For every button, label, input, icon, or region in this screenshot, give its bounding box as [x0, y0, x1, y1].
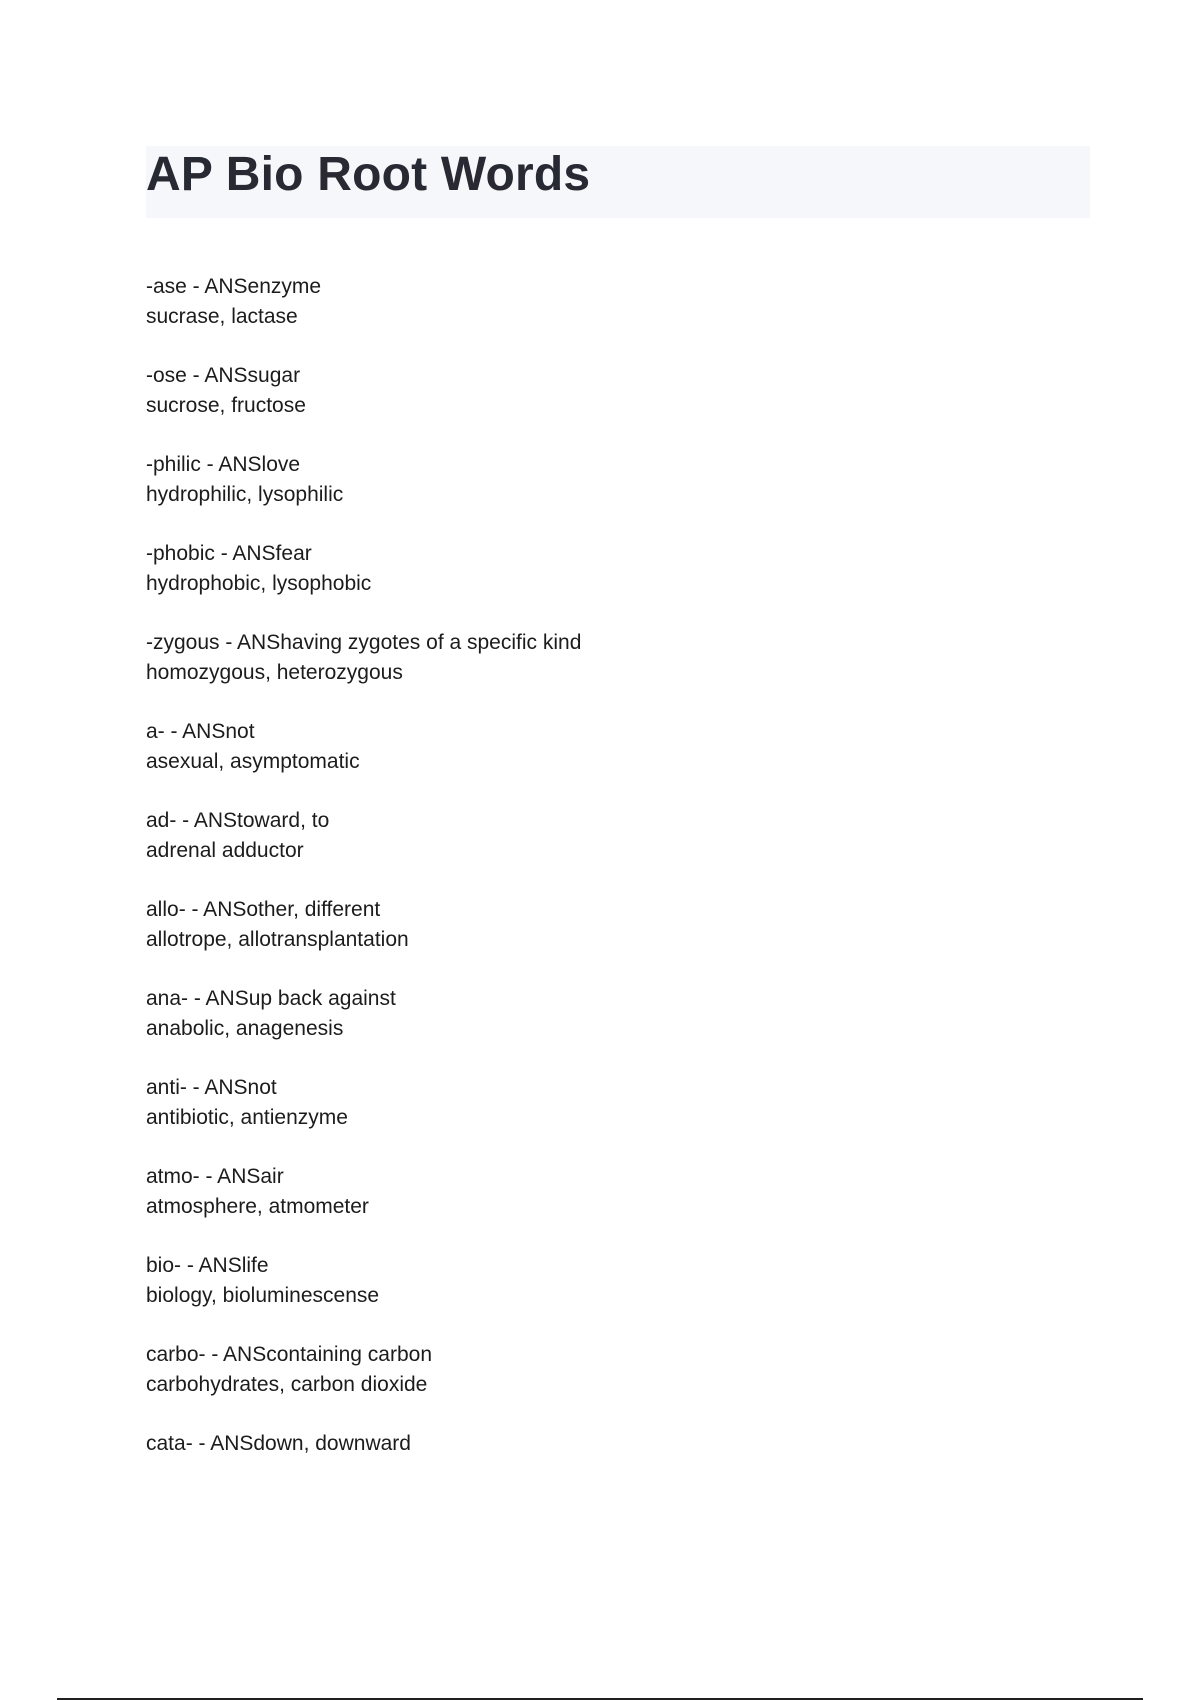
- list-item: [146, 1429, 1090, 1518]
- root-word-definition: allo- - ANSother, different: [146, 898, 381, 921]
- root-word-examples: homozygous, heterozygous: [146, 661, 403, 684]
- list-item: [146, 984, 1090, 1073]
- list-item: [146, 272, 1090, 361]
- root-word-examples: biology, bioluminescense: [146, 1284, 380, 1307]
- list-item: [146, 806, 1090, 895]
- root-word-definition: ana- - ANSup back against: [146, 987, 396, 1010]
- root-word-examples: sucrose, fructose: [146, 394, 306, 417]
- root-word-examples: hydrophobic, lysophobic: [146, 572, 372, 595]
- root-word-examples: hydrophilic, lysophilic: [146, 483, 344, 506]
- root-word-definition: anti- - ANSnot: [146, 1076, 277, 1099]
- root-word-definition: a- - ANSnot: [146, 720, 255, 743]
- root-word-examples: adrenal adductor: [146, 839, 304, 862]
- list-item: [146, 1073, 1090, 1162]
- root-word-definition: -philic - ANSlove: [146, 453, 301, 476]
- root-word-definition: atmo- - ANSair: [146, 1165, 284, 1188]
- root-word-examples: sucrase, lactase: [146, 305, 298, 328]
- root-word-examples: antibiotic, antienzyme: [146, 1106, 348, 1129]
- root-word-examples: allotrope, allotransplantation: [146, 928, 409, 951]
- root-word-examples: atmosphere, atmometer: [146, 1195, 369, 1218]
- list-item: [146, 1162, 1090, 1251]
- root-word-definition: cata- - ANSdown, downward: [146, 1432, 411, 1455]
- page-title: AP Bio Root Words: [146, 148, 591, 201]
- list-item: [146, 717, 1090, 806]
- root-word-definition: bio- - ANSlife: [146, 1254, 269, 1277]
- root-word-examples: asexual, asymptomatic: [146, 750, 360, 773]
- list-item: [146, 628, 1090, 717]
- root-word-definition: carbo- - ANScontaining carbon: [146, 1343, 432, 1366]
- root-word-examples: anabolic, anagenesis: [146, 1017, 344, 1040]
- root-word-definition: -phobic - ANSfear: [146, 542, 312, 565]
- root-word-definition: -zygous - ANShaving zygotes of a specific kind: [146, 631, 582, 654]
- title-band: [146, 146, 1090, 218]
- root-word-definition: -ose - ANSsugar: [146, 364, 301, 387]
- root-word-definition: -ase - ANSenzyme: [146, 275, 322, 298]
- list-item: [146, 1340, 1090, 1429]
- root-word-definition: ad- - ANStoward, to: [146, 809, 330, 832]
- root-word-examples: carbohydrates, carbon dioxide: [146, 1373, 428, 1396]
- root-word-list: [146, 272, 1090, 1518]
- list-item: [146, 450, 1090, 539]
- list-item: [146, 361, 1090, 450]
- list-item: [146, 539, 1090, 628]
- list-item: [146, 895, 1090, 984]
- list-item: [146, 1251, 1090, 1340]
